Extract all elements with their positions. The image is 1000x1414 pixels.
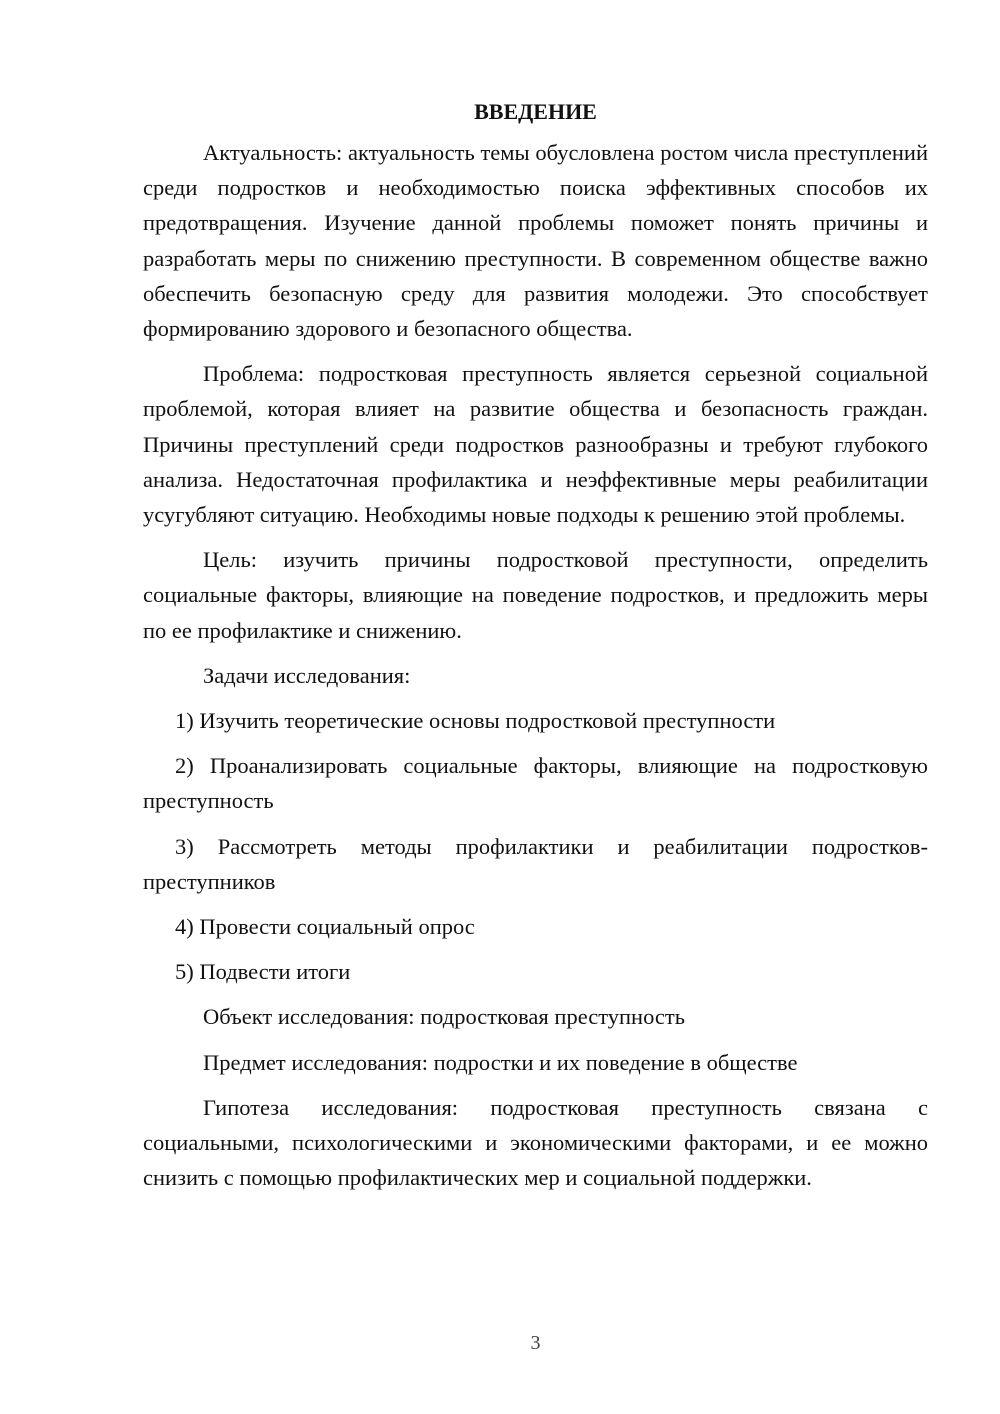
research-hypothesis: Гипотеза исследования: подростковая преступность связана с социальными, психологическими и экономическими факторами, и ее можно снизить с помощью профилактических мер и социальной поддержки. xyxy=(143,1094,928,1191)
research-object: Объект исследования: подростковая преступность xyxy=(203,1004,685,1030)
page-title: ВВЕДЕНИЕ xyxy=(474,99,597,124)
research-subject: Предмет исследования: подростки и их поведение в обществе xyxy=(203,1049,798,1075)
task-item-1: 1) Изучить теоретические основы подростковой преступности xyxy=(175,708,776,734)
task-item-3: 3) Рассмотреть методы профилактики и реабилитации подростков-преступников xyxy=(143,833,928,894)
goal-paragraph: Цель: изучить причины подростковой преступности, определить социальные факторы, влияющие на поведение подростков, и предложить меры по ее профилактике и снижению. xyxy=(143,547,928,643)
page-number: 3 xyxy=(530,1332,541,1354)
relevance-paragraph: Актуальность: актуальность темы обусловлена ростом числа преступлений среди подростков и необходимостью поиска эффективных способов их предотвращения. Изучение данной проблемы поможет понять причины и разработать меры по снижению преступности. В современном обществе важно обеспечить безопасную среду для развития молодежи. Это способствует формированию здорового и безопасного общества. xyxy=(143,140,928,342)
task-item-5: 5) Подвести итоги xyxy=(175,959,351,985)
task-item-2: 2) Проанализировать социальные факторы, влияющие на подростковую преступность xyxy=(143,753,928,814)
problem-paragraph: Проблема: подростковая преступность является серьезной социальной проблемой, которая влияет на развитие общества и безопасность граждан. Причины преступлений среди подростков разнообразны и требуют глубокого анализа. Недостаточная профилактика и неэффективные меры реабилитации усугубляют ситуацию. Необходимы новые подходы к решению этой проблемы. xyxy=(143,361,928,528)
task-item-4: 4) Провести социальный опрос xyxy=(175,914,475,940)
tasks-heading: Задачи исследования: xyxy=(203,662,411,688)
